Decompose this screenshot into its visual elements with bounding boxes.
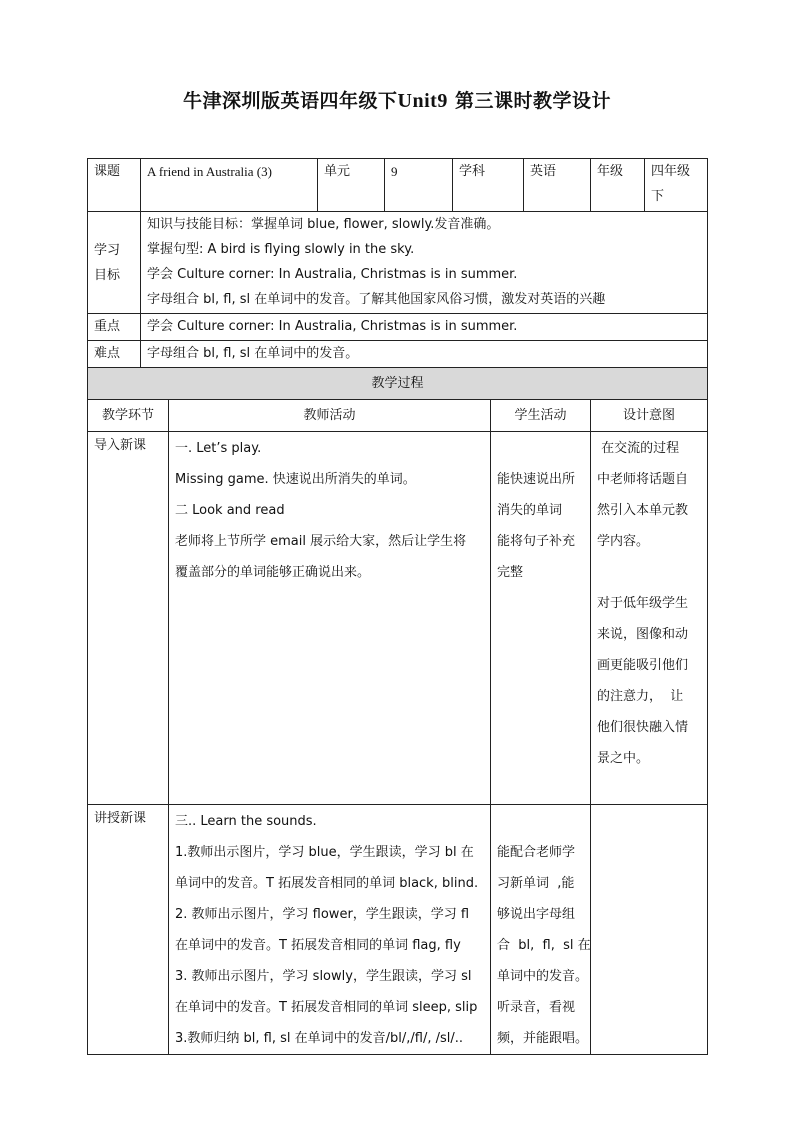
topic-value: A friend in Australia (3) [141, 159, 318, 212]
intro-purpose-line: 学内容。 [597, 534, 650, 549]
title-cn-prefix: 牛津深圳版英语四年级下 [183, 90, 398, 112]
new-student-activity [491, 805, 591, 1055]
objectives-label-line1: 学习 [94, 242, 121, 258]
objective-line: 字母组合 bl, fl, sl 在单词中的发音。了解其他国家风俗习惯，激发对英语的兴趣 [147, 292, 606, 307]
new-teacher-line: 2. 教师出示图片，学习 flower，学生跟读，学习 fl [175, 907, 470, 922]
col-teacher-header: 教师活动 [169, 400, 491, 432]
new-teacher-line: 在单词中的发音。T 拓展发音相同的单词 flag, fly [175, 938, 461, 953]
objective-line: 知识与技能目标：掌握单词 blue, flower, slowly.发音准确。 [147, 217, 500, 232]
grade-value [645, 159, 708, 212]
unit-value: 9 [385, 159, 453, 212]
intro-student-line: 能将句子补充 [497, 534, 576, 549]
new-section-row [88, 805, 708, 1055]
objective-line: 学会 Culture corner: In Australia, Christmas is in summer. [147, 267, 518, 282]
intro-purpose-line: 然引入本单元教 [597, 503, 689, 518]
new-purpose [591, 805, 708, 1055]
intro-teacher-line: Missing game. 快速说出所消失的单词。 [175, 472, 416, 487]
col-purpose-header: 设计意图 [591, 400, 708, 432]
new-teacher-line: 3.教师归纳 bl, fl, sl 在单词中的发音/bl/,/fl/, /sl/.. [175, 1031, 464, 1046]
key-point-row [88, 314, 708, 341]
document-title [0, 86, 794, 113]
intro-teacher-line: 老师将上节所学 email 展示给大家，然后让学生将 [175, 534, 467, 549]
intro-teacher-activity [169, 432, 491, 805]
difficulty-row [88, 341, 708, 368]
new-student-line: 单词中的发音。 [497, 969, 589, 984]
key-point-label: 重点 [88, 314, 141, 341]
lesson-plan-table [87, 158, 708, 1055]
new-student-line: 习新单词 ,能 [497, 876, 575, 891]
intro-student-line: 消失的单词 [497, 503, 563, 518]
topic-label: 课题 [88, 159, 141, 212]
intro-section-row [88, 432, 708, 805]
intro-purpose-line: 在交流的过程 [597, 441, 680, 456]
grade-value-line2: 下 [651, 189, 665, 204]
new-student-line: 合 bl, fl, sl 在 [497, 938, 591, 953]
difficulty-value: 字母组合 bl, fl, sl 在单词中的发音。 [141, 341, 708, 368]
intro-student-line: 能快速说出所 [497, 472, 576, 487]
new-teacher-line: 单词中的发音。T 拓展发音相同的单词 black, blind. [175, 876, 479, 891]
key-point-value: 学会 Culture corner: In Australia, Christmas is in summer. [141, 314, 708, 341]
intro-stage: 导入新课 [88, 432, 169, 805]
subject-label: 学科 [453, 159, 524, 212]
intro-teacher-line: 二 Look and read [175, 503, 285, 518]
info-row [88, 159, 708, 212]
intro-student-activity [491, 432, 591, 805]
new-teacher-activity [169, 805, 491, 1055]
grade-value-line1: 四年级 [651, 164, 691, 179]
intro-teacher-line: 覆盖部分的单词能够正确说出来。 [175, 565, 371, 580]
objective-line: 掌握句型: A bird is flying slowly in the sky. [147, 242, 415, 257]
process-header-row [88, 368, 708, 400]
new-student-line: 够说出字母组 [497, 907, 576, 922]
new-teacher-line: 三.. Learn the sounds. [175, 814, 317, 829]
intro-purpose-line: 的注意力， 让 [597, 689, 684, 704]
intro-purpose-line: 景之中。 [597, 751, 650, 766]
intro-purpose-line: 对于低年级学生 [597, 596, 689, 611]
grade-label: 年级 [591, 159, 645, 212]
col-student-header: 学生活动 [491, 400, 591, 432]
objectives-content [141, 212, 708, 314]
process-header: 教学过程 [88, 368, 708, 400]
intro-purpose [591, 432, 708, 805]
new-teacher-line: 1.教师出示图片，学习 blue，学生跟读，学习 bl 在 [175, 845, 474, 860]
intro-purpose-line: 中老师将话题自 [597, 472, 689, 487]
intro-purpose-line [597, 557, 703, 588]
intro-student-line: 完整 [497, 565, 524, 580]
difficulty-label: 难点 [88, 341, 141, 368]
new-student-line: 能配合老师学 [497, 845, 576, 860]
intro-purpose-line: 画更能吸引他们 [597, 658, 689, 673]
process-columns-row [88, 400, 708, 432]
objectives-label [88, 212, 141, 314]
new-teacher-line: 在单词中的发音。T 拓展发音相同的单词 sleep, slip [175, 1000, 478, 1015]
new-student-line: 频，并能跟唱。 [497, 1031, 589, 1046]
intro-teacher-line: 一. Let’s play. [175, 441, 262, 456]
unit-label: 单元 [318, 159, 385, 212]
intro-purpose-line: 来说，图像和动 [597, 627, 689, 642]
objectives-label-line2: 目标 [94, 267, 121, 283]
title-unit: Unit9 [397, 90, 448, 112]
new-stage: 讲授新课 [88, 805, 169, 1055]
title-cn-suffix: 第三课时教学设计 [454, 90, 611, 112]
subject-value: 英语 [524, 159, 591, 212]
new-teacher-line: 3. 教师出示图片，学习 slowly，学生跟读，学习 sl [175, 969, 472, 984]
objectives-row [88, 212, 708, 314]
new-student-line [497, 806, 586, 837]
col-stage-header: 教学环节 [88, 400, 169, 432]
intro-purpose-line: 他们很快融入情 [597, 720, 689, 735]
new-student-line: 听录音，看视 [497, 1000, 576, 1015]
